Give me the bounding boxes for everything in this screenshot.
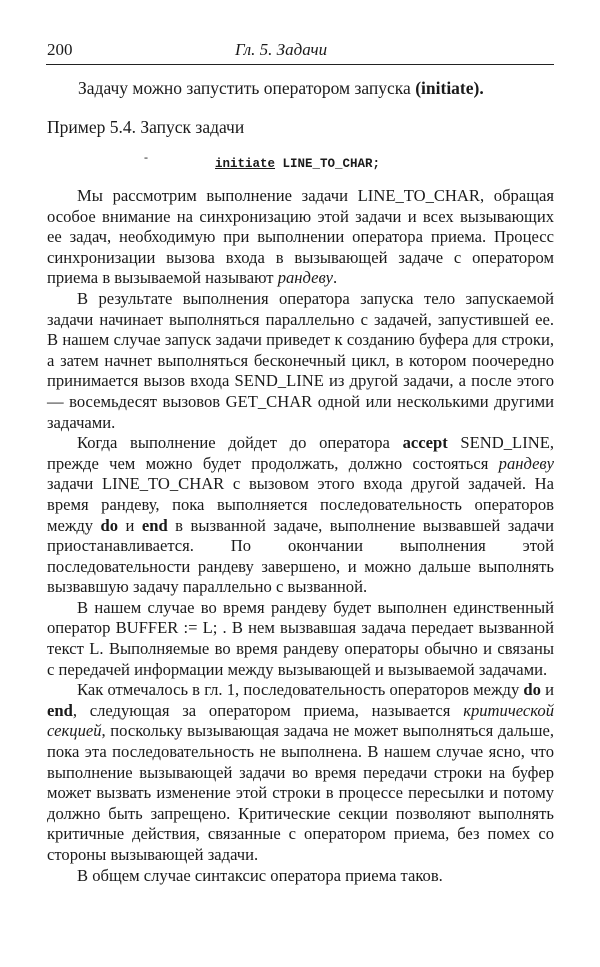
intro-keyword: (initiate).: [415, 78, 484, 98]
paragraph-1: Мы рассмотрим выполнение задачи LINE_TO_CHAR, обращая особое внимание на синхронизацию этой задачи и всех вызывающих ее задач, необходимую при выполнении оператора приема. Процесс синхронизации вызова входа в вызывающей задаче с оператором приема в вызываемой называют рандеву.: [47, 186, 554, 288]
paragraph-2: В результате выполнения оператора запуска тело запускаемой задачи начинает выполняться параллельно с задачей, запустившей ее. В нашем случае запуск задачи приведет к созданию буфера для строки, а затем начнет выполняться бесконечный цикл, в котором поочередно принимается вызов входа SEND_LINE из другой задачи, а после этого — восемьдесят вызовов GET_CHAR одной или несколькими другими задачами.: [47, 288, 554, 432]
term-rendezvous: рандеву: [498, 453, 554, 473]
paragraph-5: Как отмечалось в гл. 1, последовательность операторов между do и end, следующая за оператором приема, называется критической секцией, поскольку вызывающая задача не может выполняться дальше, пока эта последовательность не выполнена. В нашем случае ясно, что выполнение вызывающей задачи во время передачи строки на буфер может вызвать изменение этой строки в процессе пересылки и потому должно быть запрещено. Критические секции позволяют выполнять критичные действия, связанные с оператором приема, без помех со стороны вызывающей задачи.: [47, 680, 555, 864]
code-keyword: initiate: [215, 157, 276, 171]
intro-text: Задачу можно запустить оператором запуска: [78, 78, 411, 98]
example-title: Пример 5.4. Запуск задачи: [47, 117, 245, 137]
stray-mark: -: [144, 150, 148, 164]
keyword-do: do: [523, 680, 541, 700]
paragraph-4: В нашем случае во время рандеву будет выполнен единственный оператор BUFFER := L; . В нем вызвавшая задача передает вызванной текст L. Выполняемые во время рандеву операторы обычно и связаны с передачей информации между вызывающей и вызываемой задачами.: [47, 597, 554, 679]
header-rule: [46, 64, 554, 65]
page-number: 200: [47, 40, 73, 59]
keyword-accept: accept: [402, 433, 448, 453]
keyword-do: do: [100, 515, 119, 535]
keyword-end: end: [47, 700, 73, 720]
term-rendezvous: рандеву: [277, 268, 334, 288]
term-critical-section: критической секцией: [47, 700, 554, 741]
paragraph-3: Когда выполнение дойдет до оператора accept SEND_LINE, прежде чем можно будет продолжать, должно состояться рандеву задачи LINE_TO_CHAR с вызовом этого входа другой задачей. На время рандеву, пока выполняется последовательность операторов между do и end в вызванной задаче, выполнение вызвавшей задачи приостанавливается. По окончании выполнения этой последовательности рандеву завершено, и можно дальше выполнять вызвавшую задачу параллельно с вызванной.: [47, 433, 554, 597]
intro-line: [78, 78, 484, 99]
body-text: [47, 186, 554, 886]
paragraph-6: В общем случае синтаксис оператора приема таков.: [77, 865, 443, 885]
keyword-end: end: [141, 515, 168, 535]
code-example: [215, 157, 380, 171]
chapter-title: Гл. 5. Задачи: [235, 40, 328, 59]
code-rest: LINE_TO_CHAR;: [275, 157, 381, 171]
